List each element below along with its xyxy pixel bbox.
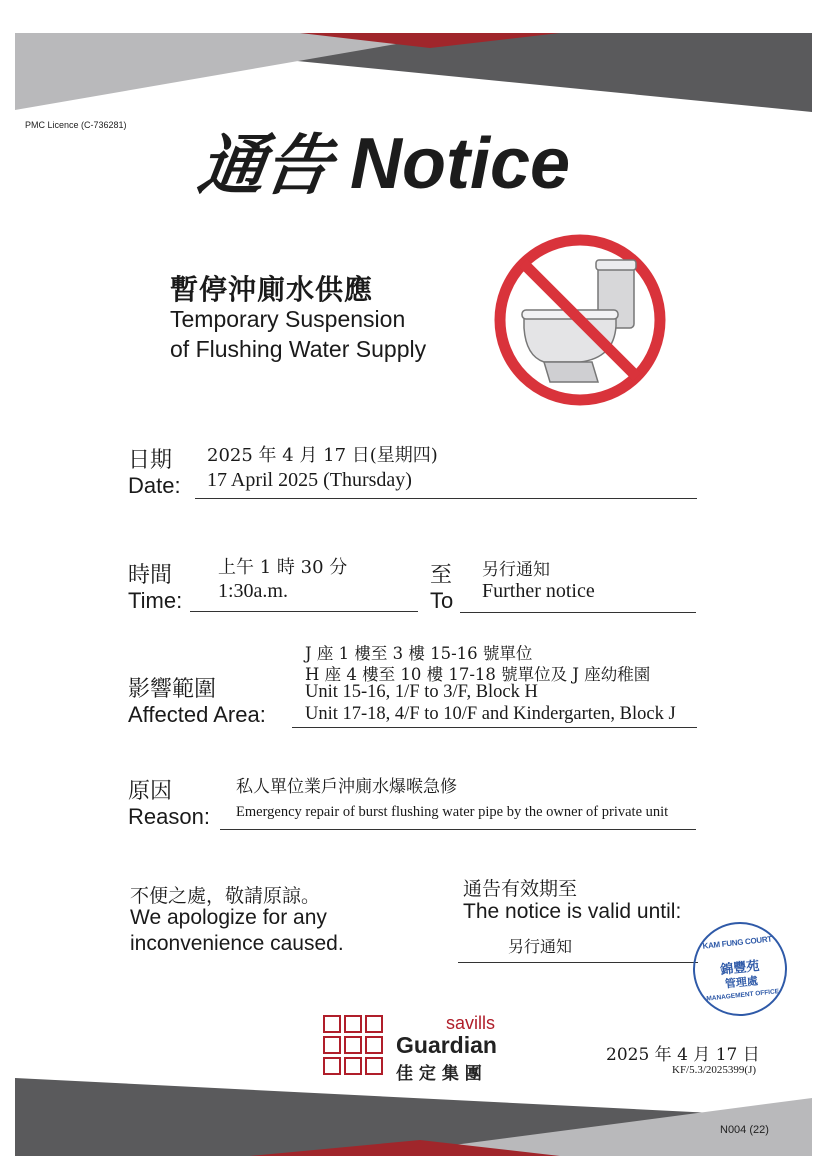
area-label-zh: 影響範圍 (128, 676, 217, 701)
area-line-1: J 座 1 樓至 3 樓 15-16 號單位 (305, 644, 533, 663)
validity-underline (458, 962, 698, 963)
page-title (193, 112, 571, 204)
area-label-en: Affected Area: (128, 702, 266, 727)
reason-label-zh: 原因 (128, 778, 173, 803)
area-underline (292, 727, 697, 728)
date-value-zh: 2025 年 4 月 17 日(星期四) (207, 445, 438, 466)
stamp-zh-line2: 管理處 (724, 974, 759, 991)
time-value-zh: 上午 1 時 30 分 (218, 557, 348, 578)
time-value-en: 1:30a.m. (218, 580, 288, 602)
date-label-zh: 日期 (128, 447, 173, 472)
to-value-zh: 另行通知 (482, 560, 550, 580)
area-line-2: H 座 4 樓至 10 樓 17-18 號單位及 J 座幼稚園 (305, 665, 651, 684)
time-label-en: Time: (128, 588, 183, 613)
time-underline (190, 611, 418, 612)
bottom-banner (0, 1078, 827, 1168)
subject-en-line2: of Flushing Water Supply (170, 336, 427, 362)
reason-value-zh: 私人單位業戶沖廁水爆喉急修 (236, 777, 457, 797)
no-flush-toilet-icon (488, 228, 672, 412)
apology-en-line1: We apologize for any (130, 906, 327, 929)
logo-zh: 佳 定 集 團 (396, 1064, 482, 1084)
reason-label-en: Reason: (128, 804, 210, 829)
validity-label-zh: 通告有效期至 (463, 878, 578, 900)
subject-en-line1: Temporary Suspension (170, 306, 406, 332)
to-label-zh: 至 (430, 562, 453, 587)
reference-number: KF/5.3/2025399(J) (672, 1064, 757, 1076)
licence-number: PMC Licence (C-736281) (25, 120, 127, 130)
time-label-zh: 時間 (128, 562, 173, 587)
date-label-en: Date: (128, 473, 181, 498)
title-en: Notice (350, 124, 571, 204)
top-banner (0, 0, 827, 120)
apology-zh: 不便之處，敬請原諒。 (130, 885, 321, 907)
stamp-top-text: KAM FUNG COURT (702, 934, 773, 951)
management-office-stamp (688, 917, 791, 1020)
validity-label-en: The notice is valid until: (463, 900, 682, 923)
logo-guardian: Guardian (396, 1032, 497, 1058)
form-number: N004 (22) (720, 1124, 769, 1136)
to-label-en: To (430, 588, 454, 613)
title-zh: 通告 (193, 127, 337, 204)
banner-light-shape (15, 33, 460, 110)
validity-value-zh: 另行通知 (508, 937, 573, 956)
subject-zh: 暫停沖廁水供應 (170, 273, 374, 306)
apology-en-line2: inconvenience caused. (130, 932, 344, 955)
reason-value-en: Emergency repair of burst flushing water pipe by the owner of private unit (236, 804, 669, 820)
logo-savills: savills (446, 1013, 496, 1033)
issue-date: 2025 年 4 月 17 日 (606, 1045, 760, 1065)
date-value-en: 17 April 2025 (Thursday) (207, 469, 412, 491)
stamp-bottom-text: MANAGEMENT OFFICE (706, 988, 780, 1003)
area-line-4: Unit 17-18, 4/F to 10/F and Kindergarten, Block J (305, 704, 676, 724)
reason-underline (220, 829, 696, 830)
to-value-en: Further notice (482, 580, 595, 602)
stamp-zh-line1: 錦豐苑 (719, 959, 761, 979)
to-underline (460, 612, 696, 613)
area-line-3: Unit 15-16, 1/F to 3/F, Block H (305, 682, 538, 702)
guardian-logo-mark (323, 1015, 387, 1079)
date-underline (195, 498, 697, 499)
